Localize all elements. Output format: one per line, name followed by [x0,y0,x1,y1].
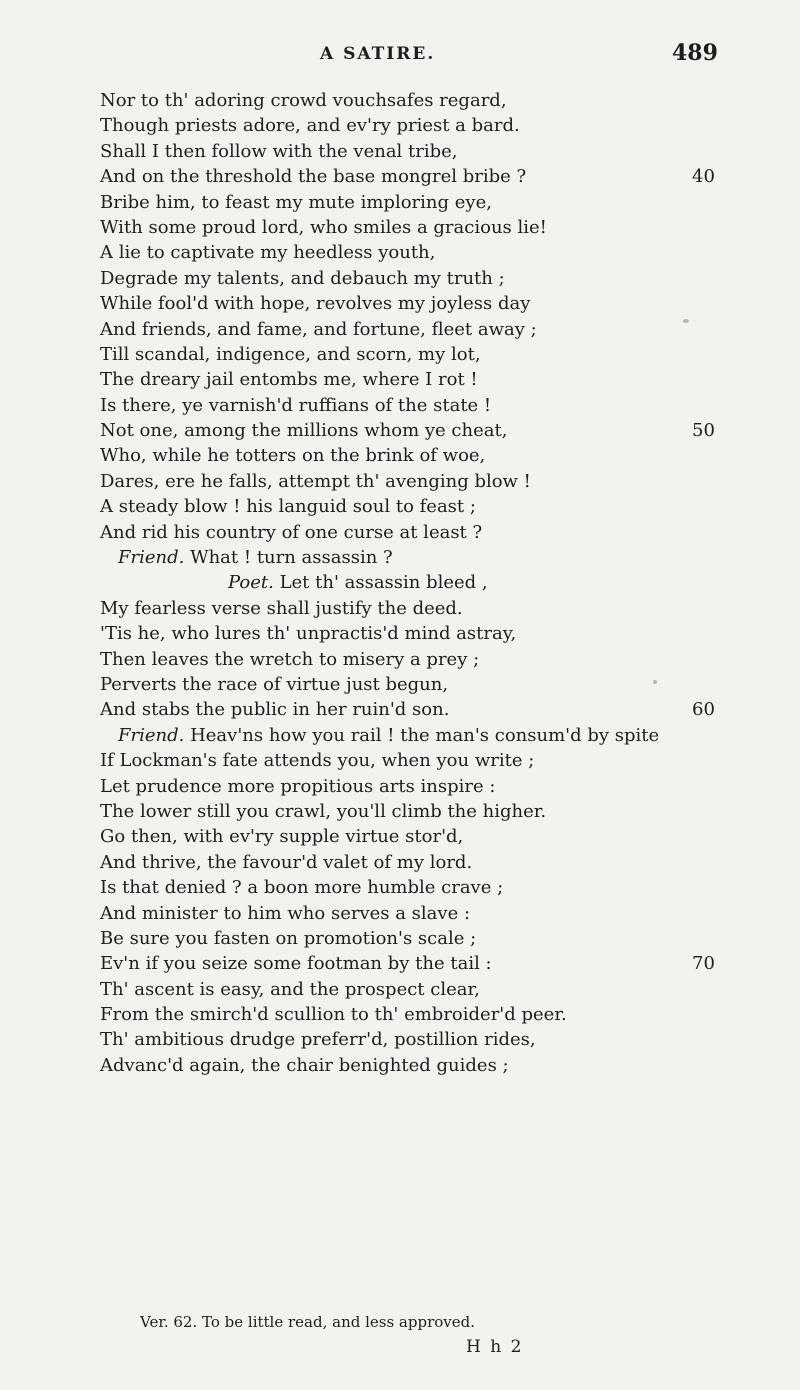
verse-line-text: Ev'n if you seize some footman by the tail : [100,953,492,975]
verse-line-text: With some proud lord, who smiles a gracious lie! [100,216,547,238]
verse-line-text: My fearless verse shall justify the deed. [100,597,463,619]
verse-line-text: Be sure you fasten on promotion's scale ; [100,927,477,949]
verse-line-text: And on the threshold the base mongrel bribe ? [100,166,527,188]
verse-text [100,1002,567,1027]
verse-line [0,443,800,468]
verse-text [100,596,463,621]
verse-line [0,901,800,926]
verse-text [100,139,458,164]
verse-line [0,164,800,189]
verse-text [100,494,476,519]
verse-line-text: Then leaves the wretch to misery a prey ; [100,648,480,670]
verse-text [100,901,470,926]
verse-line [0,647,800,672]
verse-line-text: Let th' assassin bleed , [279,572,488,594]
verse-line [0,520,800,545]
verse-line-text: While fool'd with hope, revolves my joyless day [100,293,531,315]
verse-text [100,1053,509,1078]
verse-line [0,672,800,697]
verse-text [100,850,472,875]
verse-line [0,266,800,291]
verse-text [118,545,393,570]
verse-line [0,418,800,443]
verse-text [100,367,478,392]
verse-text [100,418,507,443]
verse-line [0,367,800,392]
verse-line-text: Who, while he totters on the brink of woe, [100,445,486,467]
verse-line [0,317,800,342]
verse-line [0,1002,800,1027]
verse-line [0,799,800,824]
verse-line-text: What ! turn assassin ? [190,547,393,569]
verse-line [0,139,800,164]
verse-line [0,393,800,418]
verse-line-text: Nor to th' adoring crowd vouchsafes regard, [100,90,507,111]
verse-line-text: Heav'ns how you rail ! the man's consum'd by spite [190,724,660,746]
verse-text [100,774,495,799]
verse-line [0,951,800,976]
verse-text [100,672,448,697]
verse-line-text: A lie to captivate my heedless youth, [100,242,436,264]
verse-line [0,113,800,138]
paper-blemish [683,319,689,323]
verse-text [100,443,485,468]
verse-line [0,494,800,519]
verse-line [0,342,800,367]
verse-text [100,647,479,672]
verse-line-text: Let prudence more propitious arts inspire : [100,775,496,797]
verse-line-text: Shall I then follow with the venal tribe, [100,140,458,162]
speaker-label: Poet. [228,572,274,594]
verse-line [0,621,800,646]
signature-mark: H h 2 [466,1337,524,1357]
verse-line-text: Perverts the race of virtue just begun, [100,673,449,695]
verse-line-text: The dreary jail entombs me, where I rot ! [100,369,478,391]
verse-line [0,1053,800,1078]
verse-text [100,190,492,215]
verse-line-text: Go then, with ev'ry supple virtue stor'd, [100,826,464,848]
verse-line [0,748,800,773]
verse-text [100,469,531,494]
verse-line-text: And friends, and fame, and fortune, fleet away ; [100,318,537,340]
page-number: 489 [672,40,718,66]
verse-line [0,926,800,951]
verse-line [0,596,800,621]
verse-line-text: Th' ambitious drudge preferr'd, postillion rides, [100,1029,536,1051]
verse-line [0,240,800,265]
verse-line [0,850,800,875]
verse-line [0,774,800,799]
verse-text [100,240,435,265]
verse-line [0,697,800,722]
verse-line-text: The lower still you crawl, you'll climb the higher. [100,800,547,822]
verse-line-text: And minister to him who serves a slave : [100,902,471,924]
verse-line-text: Degrade my talents, and debauch my truth ; [100,267,505,289]
verse-line [0,291,800,316]
verse-line-text: If Lockman's fate attends you, when you write ; [100,750,535,772]
verse-line [0,570,800,595]
verse-line-text: Is there, ye varnish'd ruffians of the state ! [100,394,492,416]
verse-text [100,164,526,189]
verse-line [0,88,800,113]
footnote: Ver. 62. To be little read, and less approved. [140,1313,476,1331]
verse-text [100,951,492,976]
verse-text [100,113,520,138]
verse-line [0,215,800,240]
verse-line [0,875,800,900]
verse-text [100,875,503,900]
verse-text [100,393,491,418]
verse-line-text: And stabs the public in her ruin'd son. [100,699,450,721]
verse-text [100,697,449,722]
speaker-label: Friend. [118,547,185,569]
line-number: 60 [692,699,715,721]
verse-text [100,977,480,1002]
poem-body [0,88,800,1078]
verse-line-text: And thrive, the favour'd valet of my lord. [100,851,473,873]
running-title: A SATIRE. [320,44,436,64]
verse-line-text: A steady blow ! his languid soul to feast ; [100,496,476,518]
verse-line [0,824,800,849]
verse-text [100,621,516,646]
verse-text [100,926,476,951]
verse-line-text: Till scandal, indigence, and scorn, my lot, [100,343,481,365]
verse-line [0,1027,800,1052]
verse-text [100,824,463,849]
verse-text [100,520,482,545]
line-number: 70 [692,953,715,975]
verse-line-text: Is that denied ? a boon more humble crave ; [100,877,504,899]
verse-text [100,88,507,113]
paper-blemish [653,680,657,684]
verse-line-text: Th' ascent is easy, and the prospect clear, [100,978,480,1000]
verse-text [100,342,481,367]
verse-line [0,977,800,1002]
verse-line-text: Though priests adore, and ev'ry priest a bard. [100,115,520,137]
verse-text [100,317,537,342]
verse-line [0,723,800,748]
verse-text [100,266,505,291]
verse-line [0,469,800,494]
verse-line-text: Advanc'd again, the chair benighted guides ; [100,1054,509,1076]
verse-line [0,190,800,215]
verse-text [100,748,534,773]
verse-text [100,291,530,316]
line-number: 40 [692,166,715,188]
line-number: 50 [692,420,715,442]
verse-line-text: Not one, among the millions whom ye cheat, [100,420,508,442]
verse-line [0,545,800,570]
verse-text [100,1027,536,1052]
verse-line-text: Dares, ere he falls, attempt th' avenging blow ! [100,470,531,492]
verse-text [228,570,488,595]
verse-text [118,723,659,748]
verse-text [100,799,546,824]
verse-line-text: Bribe him, to feast my mute imploring eye, [100,191,492,213]
verse-line-text: From the smirch'd scullion to th' embroider'd peer. [100,1004,567,1026]
verse-text [100,215,547,240]
verse-line-text: And rid his country of one curse at least ? [100,521,483,543]
verse-line-text: 'Tis he, who lures th' unpractis'd mind astray, [100,623,517,645]
speaker-label: Friend. [118,724,185,746]
